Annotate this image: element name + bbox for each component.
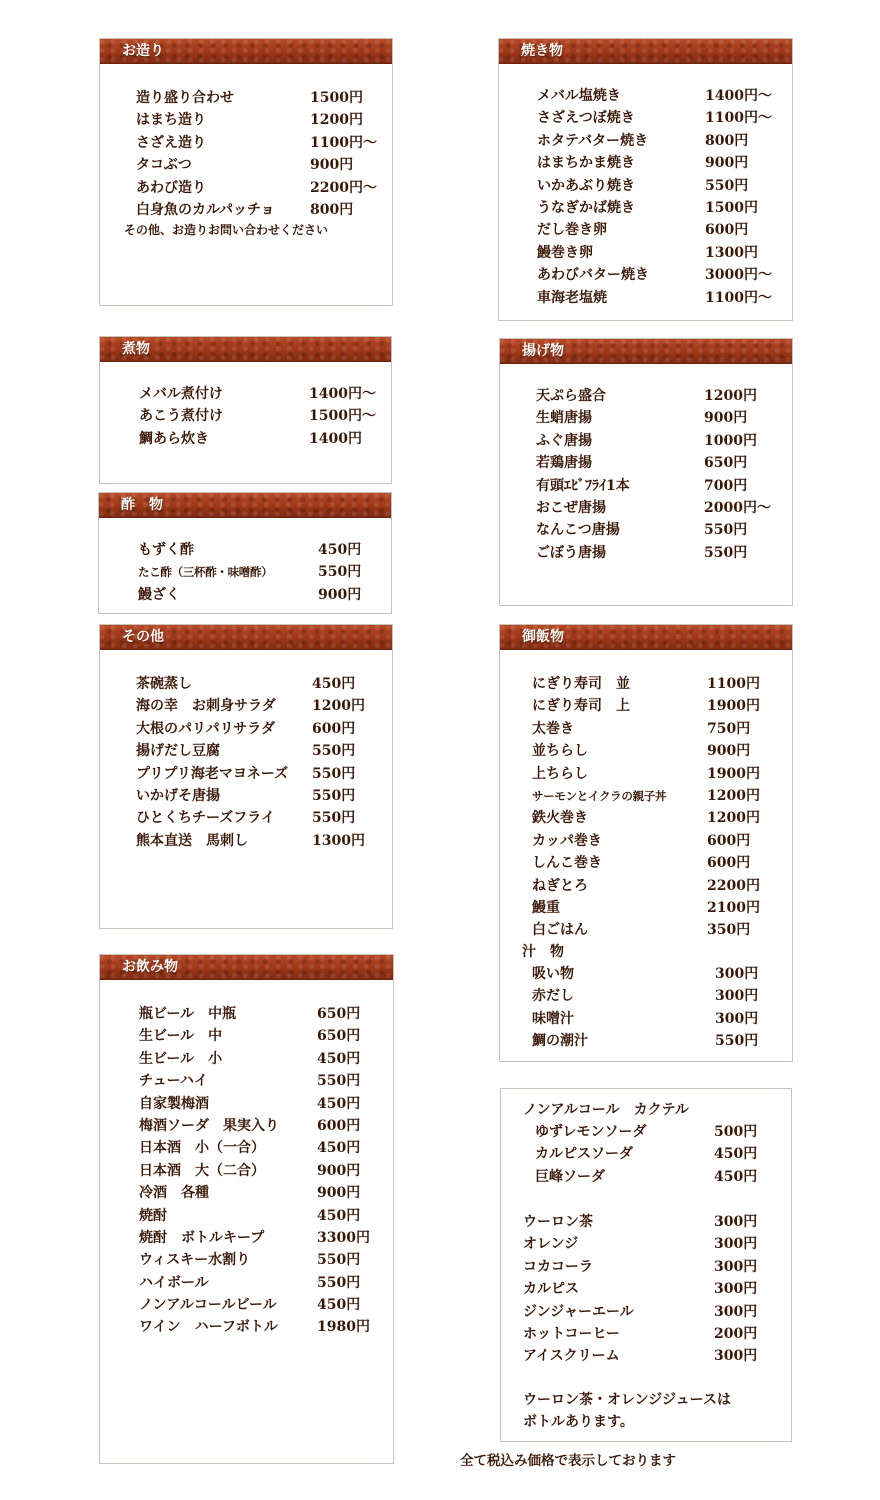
menu-item [523,1345,783,1367]
section-header: 酢 物 [99,493,391,518]
menu-item-price: 450円 [312,676,356,692]
menu-item [139,428,389,450]
menu-item-name: ひとくちチーズフライ [136,810,275,827]
menu-item-name: はまち造り [136,112,206,129]
menu-item-name: 鰻巻き卵 [537,244,593,261]
section-agemono [499,338,793,606]
menu-item-price: 700円 [704,477,748,494]
menu-item-name: 鉄火巻き [532,810,588,827]
menu-item-name: 生ビール 小 [139,1050,223,1067]
menu-item-price: 900円 [707,743,751,760]
menu-item-name: 梅酒ソーダ 果実入り [139,1117,279,1134]
menu-item [136,199,386,221]
menu-item [532,963,782,985]
menu-list [536,385,786,564]
section-otsukuri [99,38,393,306]
menu-item-name: 白身魚のカルパッチョ [136,201,275,218]
menu-item [537,152,787,174]
menu-item-price: 1200円 [707,810,760,827]
menu-item-name: プリプリ海老マヨネーズ [136,765,289,782]
menu-item-price: 450円 [317,1140,361,1157]
menu-item-price: 450円 [317,1297,361,1314]
menu-item-price: 650円 [704,455,748,472]
menu-item [136,740,386,762]
menu-item [537,264,787,286]
menu-item-price: 1500円 [705,199,758,216]
menu-item-price: 2200円～ [310,179,377,196]
menu-item [537,197,787,219]
menu-item [139,405,389,427]
menu-item-name: おこぜ唐揚 [536,499,606,516]
menu-item-name: コカコーラ [523,1258,593,1275]
menu-item [532,830,782,852]
menu-item-price: 550円 [704,544,748,561]
menu-item [532,985,782,1007]
menu-item [537,85,787,107]
menu-item-name: いかあぶり焼き [537,177,635,194]
menu-item-name: 有頭ｴﾋﾞﾌﾗｲ1本 [536,477,630,494]
menu-item [532,919,782,941]
menu-item-name: 赤だし [532,988,574,1005]
menu-item-price: 1400円～ [309,386,376,402]
menu-item-name: 吸い物 [532,966,574,982]
menu-item [532,695,782,717]
menu-item-price: 550円 [715,1033,759,1050]
menu-item-name: 並ちらし [532,743,588,760]
menu-item-price: 300円 [714,1281,758,1298]
menu-item-name: タコぶつ [136,157,192,174]
section-yakimono [498,38,793,321]
menu-item [523,1323,783,1345]
menu-item-price: 800円 [705,132,749,149]
menu-item-name: カッパ巻き [532,832,602,849]
menu-list [139,383,389,450]
menu-item [536,542,786,564]
menu-item-price: 600円 [317,1117,361,1134]
menu-item-price: 300円 [715,1010,759,1027]
menu-item-price: 1200円 [310,112,363,129]
menu-item-name: 巨峰ソーダ [535,1168,605,1185]
menu-item-name: 焼酎 [139,1207,167,1224]
menu-item-price: 450円 [714,1146,758,1163]
menu-item-price: 1300円 [705,244,758,261]
menu-item-name: だし巻き卵 [537,222,607,239]
menu-item-price: 900円 [318,586,362,603]
menu-item-price: 1200円 [312,698,365,715]
menu-item [136,109,386,131]
menu-item-name: ジンジャーエール [523,1303,634,1320]
softdrink-note-line2: ボトルあります。 [523,1414,634,1430]
menu-item-price: 1000円 [704,432,757,449]
menu-item-price: 650円 [317,1006,361,1022]
menu-item-name: 冷酒 各種 [139,1185,209,1202]
menu-item-name: 日本酒 大（二合） [139,1162,265,1179]
menu-item-name: オレンジ [523,1236,579,1253]
menu-item-price: 300円 [714,1303,758,1320]
menu-item [139,1249,389,1271]
menu-item-name: あわびバター焼き [537,267,649,284]
menu-item [536,407,786,429]
menu-item-name: 味噌汁 [532,1010,574,1027]
menu-item-name: 生蛸唐揚 [536,410,592,427]
menu-item-price: 500円 [714,1124,758,1140]
menu-item-name: 若鶏唐揚 [536,455,592,472]
menu-item [136,807,386,829]
menu-item-name: さざえつぼ焼き [537,110,635,127]
menu-item-price: 550円 [317,1274,361,1291]
menu-item-price: 450円 [317,1050,361,1067]
menu-item-name: サーモンとイクラの親子丼 [532,788,667,803]
menu-item-name: ウィスキー水割り [139,1252,251,1269]
menu-item-price: 450円 [318,542,362,558]
menu-item-name: さざえ造り [136,134,206,151]
menu-item [535,1143,785,1165]
menu-item-price: 1500円 [310,90,363,106]
section-header: お飲み物 [100,955,393,980]
menu-item [523,1256,783,1278]
menu-item [523,1233,783,1255]
menu-item-name: 鰻重 [532,899,560,916]
menu-item [536,519,786,541]
menu-item-price: 1100円 [707,676,760,692]
menu-item [537,287,787,309]
menu-item [139,1137,389,1159]
menu-item [537,219,787,241]
softdrink-list [523,1211,783,1368]
menu-item-name: あわび造り [136,179,206,196]
menu-item-price: 600円 [705,222,749,239]
cocktail-list [535,1121,785,1188]
menu-item [523,1211,783,1233]
menu-item-name: 海の幸 お刺身サラダ [136,698,276,715]
menu-note: その他、お造りお問い合わせください [124,223,329,237]
menu-item [523,1301,783,1323]
menu-item-price: 300円 [714,1214,758,1230]
menu-item-name: ねぎとろ [532,877,588,894]
menu-item [537,242,787,264]
menu-item [537,175,787,197]
menu-item-price: 800円 [310,201,354,218]
menu-item-price: 600円 [312,720,356,737]
soup-title: 汁 物 [522,944,564,960]
menu-item-price: 2100円 [707,899,760,916]
section-softdrinks [500,1088,792,1442]
menu-item [532,1030,782,1052]
menu-item-name: 焼酎 ボトルキープ [139,1229,265,1246]
menu-item [536,452,786,474]
menu-item-price: 200円 [714,1325,758,1342]
menu-item-name: アイスクリーム [523,1348,620,1365]
menu-item-name: ホタテバター焼き [537,132,649,149]
menu-item-price: 300円 [714,1258,758,1275]
menu-item-name: 鯛の潮汁 [532,1033,588,1050]
menu-item [537,107,787,129]
menu-item [532,673,782,695]
menu-item-price: 650円 [317,1028,361,1045]
menu-list [136,673,386,852]
soup-list [532,963,782,1053]
menu-item-name: しんこ巻き [532,855,602,872]
menu-item-price: 3300円 [317,1229,370,1246]
softdrink-note-line1: ウーロン茶・オレンジジュースは [523,1392,731,1408]
menu-item-name: 瓶ビール 中瓶 [139,1006,237,1022]
menu-item-name: ホットコーヒー [523,1325,620,1342]
menu-item-price: 3000円～ [705,267,772,284]
menu-item-price: 550円 [312,743,356,760]
menu-item-name: いかげそ唐揚 [136,787,220,804]
menu-list [537,85,787,309]
menu-item-price: 600円 [707,855,751,872]
menu-item-price: 550円 [312,810,356,827]
menu-item-name: 白ごはん [532,922,588,939]
menu-item [532,875,782,897]
menu-item-name: もずく酢 [138,542,194,558]
section-header: 煮物 [100,337,391,362]
menu-item [139,1093,389,1115]
section-sunomono [98,492,392,614]
menu-item [139,1048,389,1070]
menu-item [139,1205,389,1227]
cocktail-title: ノンアルコール カクテル [523,1102,689,1118]
menu-list [532,673,782,942]
menu-item [532,785,782,807]
menu-item-price: 550円 [317,1252,361,1269]
menu-item-price: 1100円～ [310,134,377,151]
section-header: 御飯物 [500,625,792,650]
menu-item-price: 550円 [704,522,748,539]
menu-item-name: カルピス [523,1281,579,1298]
menu-item [136,673,386,695]
menu-item-name: カルピスソーダ [535,1146,633,1163]
menu-list [138,539,388,606]
menu-item [139,1070,389,1092]
menu-item [532,763,782,785]
menu-item-name: ふぐ唐揚 [536,432,592,449]
menu-item-price: 1900円 [707,765,760,782]
menu-item-price: 900円 [705,155,749,172]
menu-item [138,584,388,606]
menu-item [139,1182,389,1204]
menu-item [139,1272,389,1294]
menu-item [536,385,786,407]
section-header: お造り [100,39,392,64]
menu-item-price: 1100円～ [705,110,772,127]
menu-item [138,539,388,561]
menu-item [136,763,386,785]
menu-item [136,785,386,807]
menu-list [139,1003,389,1339]
menu-item-price: 300円 [715,988,759,1005]
menu-item-name: 造り盛り合わせ [136,90,234,106]
menu-item-price: 2000円～ [704,499,771,516]
menu-item [532,897,782,919]
menu-item-price: 900円 [704,410,748,427]
menu-item-price: 550円 [705,177,749,194]
menu-item-price: 1500円～ [309,408,376,425]
menu-item-name: ゆずレモンソーダ [535,1124,647,1140]
menu-item-price: 1980円 [317,1319,370,1336]
menu-item-price: 900円 [310,157,354,174]
menu-item [136,695,386,717]
menu-item-price: 450円 [317,1207,361,1224]
menu-item-name: メバル塩焼き [537,88,621,104]
menu-item [138,561,388,583]
menu-item-name: ハイボール [139,1274,209,1291]
menu-item [532,718,782,740]
menu-item-price: 1400円 [309,430,362,447]
menu-item-price: 600円 [707,832,751,849]
menu-item-name: 日本酒 小（一合） [139,1140,265,1157]
menu-item-name: 太巻き [532,720,574,737]
menu-item [136,177,386,199]
menu-item-price: 300円 [714,1236,758,1253]
menu-item-name: なんこつ唐揚 [536,522,620,539]
menu-item [139,383,389,405]
menu-item-price: 1300円 [312,832,365,849]
menu-item-name: 鯛あら炊き [139,430,209,447]
menu-item [136,830,386,852]
menu-item [136,87,386,109]
menu-item-name: チューハイ [139,1073,208,1090]
menu-item-name: うなぎかば焼き [537,199,635,216]
menu-item-name: にぎり寿司 上 [532,698,630,715]
menu-item-name: 揚げだし豆腐 [136,743,220,760]
menu-item [139,1003,389,1025]
menu-item-name: 自家製梅酒 [139,1095,209,1112]
section-nimono [99,336,392,484]
section-gohan [499,624,793,1062]
section-header: 焼き物 [499,39,792,64]
menu-item [532,807,782,829]
menu-item-price: 300円 [715,966,759,982]
menu-item-price: 550円 [317,1073,361,1090]
menu-item-price: 450円 [317,1095,361,1112]
menu-item-price: 300円 [714,1348,758,1365]
menu-item [139,1160,389,1182]
menu-item-price: 2200円 [707,877,760,894]
menu-item-name: はまちかま焼き [537,155,635,172]
menu-item [136,132,386,154]
menu-item [535,1166,785,1188]
menu-item [139,1294,389,1316]
section-sonota [99,624,393,929]
section-drinks [99,954,394,1464]
menu-item-price: 350円 [707,922,751,939]
menu-item-name: 車海老塩焼 [537,289,607,306]
menu-item [136,718,386,740]
menu-item [536,497,786,519]
menu-item-price: 450円 [714,1168,758,1185]
menu-item-name: あこう煮付け [139,408,223,425]
menu-item-price: 900円 [317,1162,361,1179]
menu-item-name: 茶碗蒸し [136,676,192,692]
menu-item [139,1025,389,1047]
menu-item-name: にぎり寿司 並 [532,676,630,692]
menu-list [136,87,386,221]
menu-item [537,130,787,152]
menu-item-name: メバル煮付け [139,386,223,402]
tax-footer-note: 全て税込み価格で表示しております [460,1453,676,1469]
menu-item-name: 上ちらし [532,765,588,782]
menu-item [536,475,786,497]
section-header: その他 [100,625,392,650]
menu-item [136,154,386,176]
menu-item-price: 1200円 [704,388,757,404]
menu-item-price: 1100円～ [705,289,772,306]
menu-item-price: 1400円～ [705,88,772,104]
menu-item-price: 750円 [707,720,751,737]
menu-item-name: 天ぷら盛合 [536,388,606,404]
menu-item-price: 550円 [318,564,362,581]
menu-item-price: 1900円 [707,698,760,715]
menu-item [139,1316,389,1338]
menu-item-price: 1200円 [707,787,760,804]
menu-item-name: 生ビール 中 [139,1028,223,1045]
menu-item-name: ワイン ハーフボトル [139,1319,278,1336]
menu-item-name: 大根のパリパリサラダ [136,720,276,737]
menu-item-name: ウーロン茶 [523,1214,593,1230]
section-header: 揚げ物 [500,339,792,364]
menu-item [139,1115,389,1137]
menu-item [139,1227,389,1249]
menu-item [523,1278,783,1300]
menu-item [535,1121,785,1143]
menu-item [532,1008,782,1030]
menu-item [532,852,782,874]
menu-item-name: たこ酢（三杯酢・味噌酢） [138,565,273,580]
menu-item-name: ノンアルコールビール [139,1297,277,1314]
menu-item-name: 熊本直送 馬刺し [136,832,248,849]
menu-item [536,430,786,452]
menu-item-price: 900円 [317,1185,361,1202]
menu-item-price: 550円 [312,765,356,782]
menu-item-price: 550円 [312,787,356,804]
menu-item [532,740,782,762]
menu-item-name: ごぼう唐揚 [536,544,606,561]
menu-item-name: 鰻ざく [138,586,180,603]
